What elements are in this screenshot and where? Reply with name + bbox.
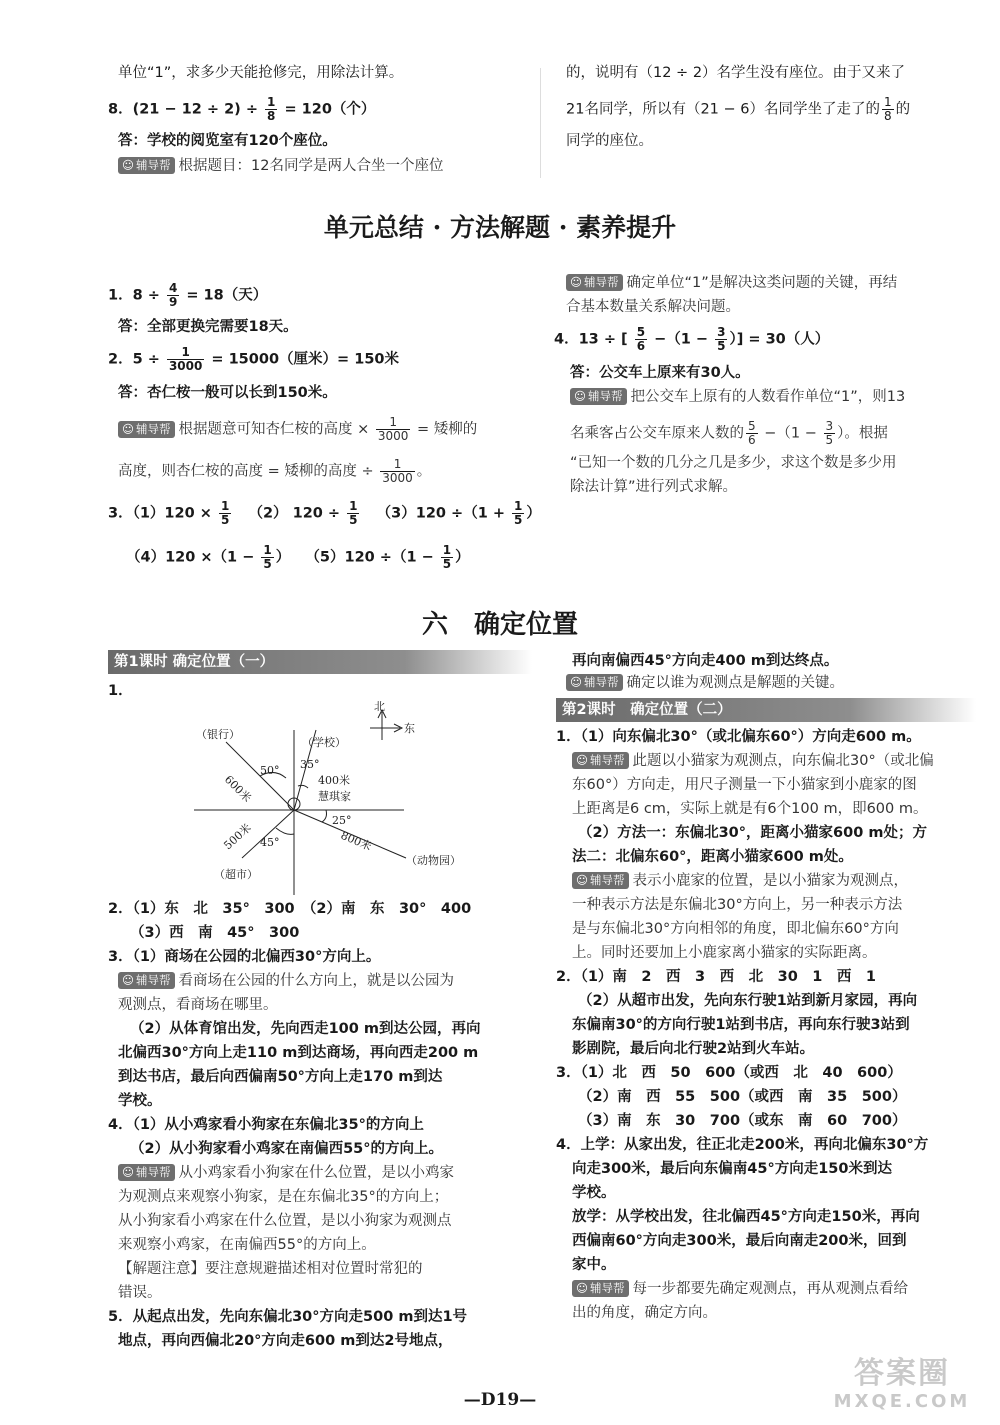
label-school: （学校） xyxy=(302,736,346,749)
equation-8 xyxy=(108,96,375,123)
denominator: 3000 xyxy=(168,359,203,373)
label-800m: 800米 xyxy=(338,828,374,854)
label-25deg: 25° xyxy=(332,814,352,827)
answer-line: 到达书店，最后向西偏南50°方向上走170 m到达 xyxy=(118,1069,443,1085)
tip-text: −（1 − xyxy=(759,425,822,442)
answer-line: 答：公交车上原来有30人。 xyxy=(570,365,750,381)
eq-part: ）] = 30（人） xyxy=(729,331,830,348)
numerator: 1 xyxy=(349,499,358,513)
helper-badge-icon: ☺ 辅导帮 xyxy=(118,157,175,174)
answer-line: 4．上学：从家出发，往正北走200米，再向北偏东30°方 xyxy=(556,1137,929,1153)
numerator: 3 xyxy=(825,419,834,433)
answer-line: （2）从小狗家看小鸡家在南偏西55°的方向上。 xyxy=(130,1141,444,1157)
fraction xyxy=(347,500,359,527)
label-east: 东 xyxy=(404,722,415,735)
answer-line: 3．（1）商场在公园的北偏西30°方向上。 xyxy=(108,949,381,965)
label-zoo: （动物园） xyxy=(406,854,461,867)
tip-line: “已知一个数的几分之几是多少，求这个数是多少用 xyxy=(570,455,897,471)
denominator: 5 xyxy=(717,339,726,353)
answer-line: 答：全部更换完需要18天。 xyxy=(118,319,298,335)
tip-line: 为观测点来观察小狗家，是在东偏北35°的方向上； xyxy=(118,1189,449,1205)
numerator: 5 xyxy=(636,325,646,339)
answer-line: （2）从超市出发，先向东行驶1站到新月家园，再向 xyxy=(578,993,918,1009)
numerator: 1 xyxy=(442,543,452,557)
answer-line: 答：杏仁桉一般可以长到150米。 xyxy=(118,385,337,401)
eq-part: −（1 − xyxy=(649,331,714,348)
label-bank: （银行） xyxy=(196,728,240,741)
column-divider xyxy=(540,68,541,178)
helper-badge-icon: ☺ 辅导帮 xyxy=(566,274,623,291)
denominator: 6 xyxy=(748,433,756,447)
chapter-heading: 六 确定位置 xyxy=(421,610,578,640)
tip-line: 是与东偏北30°方向相邻的角度，即北偏东60°方向 xyxy=(572,921,899,937)
fraction xyxy=(441,544,453,571)
label-market: （超市） xyxy=(214,868,258,881)
label-400m: 400米 xyxy=(318,774,350,787)
fraction xyxy=(512,500,524,527)
eq-part: = 15000（厘米）= 150米 xyxy=(206,351,399,368)
numerator: 4 xyxy=(168,281,178,295)
angle-arc xyxy=(276,828,294,834)
denominator: 5 xyxy=(442,557,452,571)
answer-line: 向走300米，最后向东偏南45°方向走150米到达 xyxy=(572,1161,892,1177)
helper-badge-icon: ☺ 辅导帮 xyxy=(572,872,629,889)
eq-part: 4．13 ÷ [ xyxy=(554,331,633,348)
eq-part: ） xyxy=(275,549,291,566)
tip-line: 除法计算”进行列式求解。 xyxy=(570,479,738,495)
tip-text: = 矮柳的 xyxy=(412,421,478,438)
fraction xyxy=(376,416,411,443)
answer-line: 再向南偏西45°方向走400 m到达终点。 xyxy=(572,653,839,669)
tip-text: 从小鸡家看小狗家在什么位置，是以小鸡家 xyxy=(178,1165,454,1181)
answer-line: 西偏南60°方向走300米，最后向南走200米，回到 xyxy=(572,1233,907,1249)
numerator: 3 xyxy=(717,325,726,339)
eq-part: ） xyxy=(526,505,541,522)
helper-badge-icon: ☺ 辅导帮 xyxy=(118,972,175,989)
tip-line xyxy=(118,416,477,443)
tip-text: 表示小鹿家的位置，是以小猫家为观测点， xyxy=(632,873,908,889)
tip-line xyxy=(118,1162,454,1184)
fraction xyxy=(882,96,894,123)
tip-text: 根据题意可知杏仁桉的高度 × xyxy=(178,421,374,438)
numerator: 1 xyxy=(220,499,230,513)
label-home: 慧琪家 xyxy=(318,790,351,803)
answer-line: 2．（1）东 北 35° 300 （2）南 东 30° 400 xyxy=(108,901,472,917)
watermark-logo xyxy=(832,1357,972,1419)
equation-4 xyxy=(554,326,829,353)
eq-part: （5）120 ÷（1 − xyxy=(305,549,439,566)
denominator: 5 xyxy=(220,513,230,527)
tip-line xyxy=(566,272,897,294)
numerator: 1 xyxy=(884,95,892,109)
denominator: 8 xyxy=(884,109,892,123)
tip-line xyxy=(570,420,888,447)
eq-part: 8．(21 − 12 ÷ 2) ÷ xyxy=(108,101,264,118)
tip-text: ）。根据 xyxy=(837,425,888,442)
fraction xyxy=(167,282,179,309)
denominator: 8 xyxy=(267,109,276,123)
eq-part: = 120（个） xyxy=(279,101,376,118)
fraction xyxy=(824,420,836,447)
page-number: —D19— xyxy=(463,1390,537,1410)
answer-line: 答：学校的阅览室有120个座位。 xyxy=(118,133,337,149)
eq-part: 2．5 ÷ xyxy=(108,351,165,368)
tip-line: 出的角度，确定方向。 xyxy=(572,1305,717,1321)
fraction xyxy=(261,544,273,571)
tip-line: 一种表示方法是东偏北30°方向上，另一种表示方法 xyxy=(572,897,903,913)
answer-line: 东偏南30°的方向行驶1站到书店，再向东行驶3站到 xyxy=(572,1017,910,1033)
eq-part: 3．（1）120 × xyxy=(108,505,217,522)
answer-line: （2）方法一：东偏北30°，距离小猫家600 m处；方 xyxy=(578,825,927,841)
tip-text: 确定单位“1”是解决这类问题的关键，再结 xyxy=(626,275,898,291)
label-35deg: 35° xyxy=(300,758,320,771)
tip-line: 合基本数量关系解决问题。 xyxy=(566,299,740,315)
label-north: 北 xyxy=(374,700,385,713)
tip-line xyxy=(572,750,934,772)
eq-part: = 18（天） xyxy=(181,287,268,304)
text-line xyxy=(566,96,910,123)
tip-line: 东60°）方向走，用尺子测量一下小猫家到小鹿家的图 xyxy=(572,777,917,793)
answer-line: 学校。 xyxy=(118,1093,162,1109)
answer-line: 家中。 xyxy=(572,1257,616,1273)
tip-line xyxy=(572,1278,908,1300)
eq-part: （3）120 ÷（1 + xyxy=(376,505,511,522)
label-500m: 500米 xyxy=(221,821,254,853)
answer-line: 影剧院，最后向北行驶2站到火车站。 xyxy=(572,1041,815,1057)
eq-part: ） xyxy=(455,549,470,566)
fraction xyxy=(219,500,231,527)
denominator: 5 xyxy=(349,513,358,527)
text-part: 的 xyxy=(895,101,911,118)
tip-text: 高度，则杏仁桉的高度 = 矮柳的高度 ÷ xyxy=(118,463,379,480)
tip-line: 来观察小鸡家，在南偏西55°的方向上。 xyxy=(118,1237,376,1253)
denominator: 9 xyxy=(168,295,178,309)
label-50deg: 50° xyxy=(260,764,280,777)
question-number: 1． xyxy=(108,683,133,699)
tip-text: 。 xyxy=(416,463,432,480)
tip-line: 上。同时还要加上小鹿家离小猫家的实际距离。 xyxy=(572,945,877,961)
fraction xyxy=(265,96,277,123)
fraction xyxy=(167,346,204,373)
tip-text: 此题以小猫家为观测点，向东偏北30°（或北偏 xyxy=(632,753,934,769)
lesson-2-bar: 第2课时 确定位置（二） xyxy=(556,698,976,722)
text-line: 同学的座位。 xyxy=(566,133,653,149)
denominator: 3000 xyxy=(382,471,413,485)
answer-line: （3）南 东 30 700（或东 南 60 700） xyxy=(578,1113,907,1129)
label-600m: 600米 xyxy=(221,772,254,805)
answer-line: 3．（1）北 西 50 600（或西 北 40 600） xyxy=(556,1065,902,1081)
tip-text: 看商场在公园的什么方向上，就是以公园为 xyxy=(178,973,454,989)
tip-line: 上距离是6 cm，实际上就是有6个100 m，即600 m。 xyxy=(572,801,928,817)
text-part: 21名同学，所以有（21 − 6）名同学坐了走了的 xyxy=(566,101,880,118)
answer-line: （2）从体育馆出发，先向西走100 m到达公园，再向 xyxy=(130,1021,481,1037)
denominator: 5 xyxy=(263,557,272,571)
denominator: 6 xyxy=(636,339,646,353)
label-45deg: 45° xyxy=(260,836,280,849)
angle-arc xyxy=(322,810,327,822)
numerator: 1 xyxy=(380,458,415,472)
fraction xyxy=(380,458,415,485)
lesson-1-bar: 第1课时 确定位置（一） xyxy=(108,650,532,674)
answer-line: 北偏西30°方向上走110 m到达商场，再向西走200 m xyxy=(118,1045,479,1061)
watermark-line1: 答案圈 xyxy=(854,1356,950,1391)
helper-badge-icon: ☺ 辅导帮 xyxy=(570,388,627,405)
angle-arc xyxy=(298,785,308,788)
answer-line: 学校。 xyxy=(572,1185,616,1201)
equation-3b xyxy=(126,544,470,571)
answer-line: 法二：北偏东60°，距离小猫家600 m处。 xyxy=(572,849,853,865)
tip-text: 确定以谁为观测点是解题的关键。 xyxy=(626,675,844,691)
tip-text: 名乘客占公交车原来人数的 xyxy=(570,425,744,442)
numerator: 1 xyxy=(267,95,276,109)
denominator: 5 xyxy=(825,433,834,447)
tip-text: 把公交车上原有的人数看作单位“1”，则13 xyxy=(630,389,906,405)
eq-part: 1．8 ÷ xyxy=(108,287,165,304)
tip-line xyxy=(570,386,905,408)
tip-text: 根据题目：12名同学是两人合坐一个座位 xyxy=(178,158,444,174)
section-heading: 单元总结 · 方法解题 · 素养提升 xyxy=(323,213,677,242)
eq-part: （4）120 ×（1 − xyxy=(126,549,260,566)
eq-part: （2） 120 ÷ xyxy=(248,505,346,522)
tip-line xyxy=(566,672,844,694)
direction-diagram xyxy=(194,700,494,900)
equation-1 xyxy=(108,282,267,309)
numerator: 1 xyxy=(376,416,411,430)
helper-badge-icon: ☺ 辅导帮 xyxy=(118,1164,175,1181)
tip-line: 从小狗家看小鸡家在什么位置，是以小狗家为观测点 xyxy=(118,1213,452,1229)
note-line: 【解题注意】要注意规避描述相对位置时常犯的 xyxy=(118,1261,423,1277)
answer-line: （2）南 西 55 500（或西 南 35 500） xyxy=(578,1089,907,1105)
tip-line xyxy=(572,870,908,892)
helper-badge-icon: ☺ 辅导帮 xyxy=(566,674,623,691)
tip-line xyxy=(118,155,443,177)
answer-line: （3）西 南 45° 300 xyxy=(130,925,300,941)
answer-line: 4．（1）从小鸡家看小狗家在东偏北35°的方向上 xyxy=(108,1117,424,1133)
text-line: 单位“1”，求多少天能抢修完，用除法计算。 xyxy=(118,65,404,81)
helper-badge-icon: ☺ 辅导帮 xyxy=(118,421,175,438)
answer-line: 2．（1）南 2 西 3 西 北 30 1 西 1 xyxy=(556,969,876,985)
tip-line xyxy=(118,970,454,992)
equation-3 xyxy=(108,500,541,527)
fraction xyxy=(635,326,647,353)
answer-line: 5．从起点出发，先向东偏北30°方向走500 m到达1号 xyxy=(108,1309,468,1325)
equation-2 xyxy=(108,346,399,373)
text-line: 的，说明有（12 ÷ 2）名学生没有座位。由于又来了 xyxy=(566,65,906,81)
answer-line: 放学：从学校出发，往北偏西45°方向走150米，再向 xyxy=(572,1209,920,1225)
answer-line: 地点，再向西偏北20°方向走600 m到达2号地点， xyxy=(118,1333,453,1349)
fraction xyxy=(715,326,727,353)
denominator: 5 xyxy=(514,513,523,527)
tip-line: 观测点，看商场在哪里。 xyxy=(118,997,278,1013)
helper-badge-icon: ☺ 辅导帮 xyxy=(572,752,629,769)
note-line: 错误。 xyxy=(118,1285,162,1301)
tip-line xyxy=(118,458,431,485)
numerator: 1 xyxy=(167,346,204,360)
numerator: 5 xyxy=(748,419,756,433)
denominator: 3000 xyxy=(377,429,409,443)
answer-line: 1．（1）向东偏北30°（或北偏东60°）方向走600 m。 xyxy=(556,729,921,745)
numerator: 1 xyxy=(263,543,272,557)
watermark-line2: MXQE.COM xyxy=(833,1391,971,1412)
numerator: 1 xyxy=(514,499,523,513)
helper-badge-icon: ☺ 辅导帮 xyxy=(572,1280,629,1297)
tip-text: 每一步都要先确定观测点，再从观测点看给 xyxy=(632,1281,908,1297)
fraction xyxy=(746,420,758,447)
